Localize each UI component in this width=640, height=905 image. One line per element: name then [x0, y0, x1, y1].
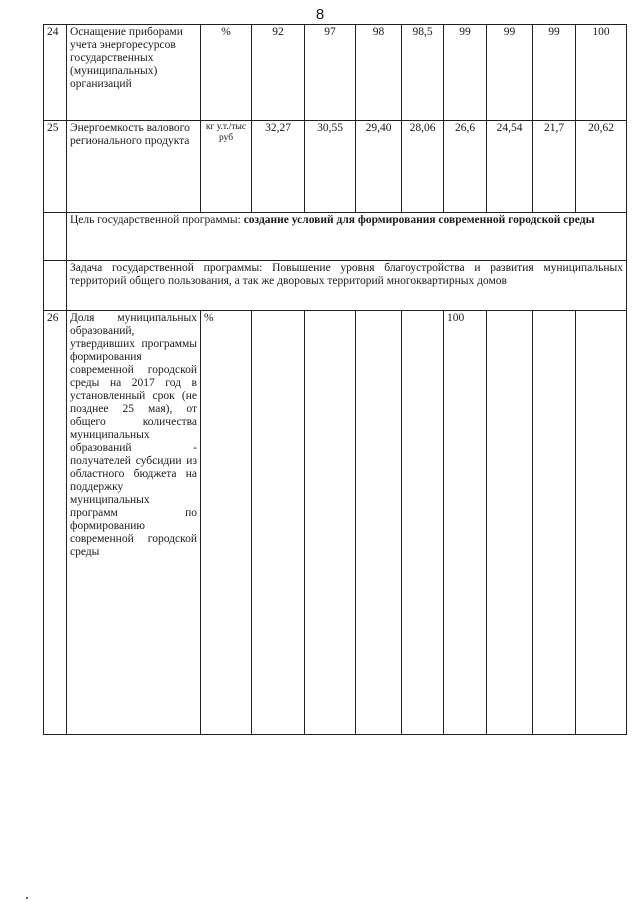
value-cell: 99 — [444, 25, 487, 121]
value-cell — [402, 311, 444, 735]
unit-cell: % — [201, 25, 252, 121]
value-cell: 24,54 — [487, 121, 533, 213]
value-cell — [533, 311, 576, 735]
row-number: 26 — [44, 311, 67, 735]
value-cell: 98,5 — [402, 25, 444, 121]
indicator-name: Доля муниципальных образований, утвердивших программы формирования современной городской среды на 2017 год в установленный срок (не позднее 25 мая), от общего количества муниципальных образований - получателей субсидии из областного бюджета на поддержку муниципальных программ по формированию современной городской среды — [67, 311, 201, 735]
value-cell — [305, 311, 356, 735]
scan-speck — [26, 897, 28, 899]
goal-row — [44, 213, 627, 261]
task-row — [44, 261, 627, 311]
value-cell: 29,40 — [356, 121, 402, 213]
value-cell: 98 — [356, 25, 402, 121]
value-cell: 20,62 — [576, 121, 627, 213]
value-cell: 99 — [487, 25, 533, 121]
value-cell: 97 — [305, 25, 356, 121]
value-cell: 21,7 — [533, 121, 576, 213]
value-cell: 32,27 — [252, 121, 305, 213]
value-cell: 28,06 — [402, 121, 444, 213]
indicator-name: Оснащение приборами учета энергоресурсов государственных (муниципальных) организаций — [67, 25, 201, 121]
row-number: 24 — [44, 25, 67, 121]
value-cell — [576, 311, 627, 735]
page-number: 8 — [315, 6, 325, 23]
goal-prefix: Цель государственной программы: — [70, 214, 244, 226]
table-row-24 — [44, 25, 627, 121]
table-row-25 — [44, 121, 627, 213]
value-cell: 100 — [576, 25, 627, 121]
value-cell — [487, 311, 533, 735]
unit-cell: кг у.т./тыс руб — [205, 122, 247, 143]
task-text: Задача государственной программы: Повышение уровня благоустройства и развития муниципальных территорий общего пользования, а так же дворовых территорий многоквартирных домов — [67, 261, 627, 311]
value-cell: 30,55 — [305, 121, 356, 213]
value-cell: 26,6 — [444, 121, 487, 213]
table-row-26 — [44, 311, 627, 735]
goal-value: создание условий для формирования современной городской среды — [243, 214, 595, 226]
unit-cell: % — [201, 311, 252, 735]
value-cell: 92 — [252, 25, 305, 121]
indicator-name: Энергоемкость валового регионального продукта — [67, 121, 201, 213]
value-cell: 99 — [533, 25, 576, 121]
indicators-table — [43, 24, 627, 735]
row-number: 25 — [44, 121, 67, 213]
value-cell: 100 — [444, 311, 487, 735]
goal-text — [67, 213, 627, 261]
value-cell — [356, 311, 402, 735]
value-cell — [252, 311, 305, 735]
